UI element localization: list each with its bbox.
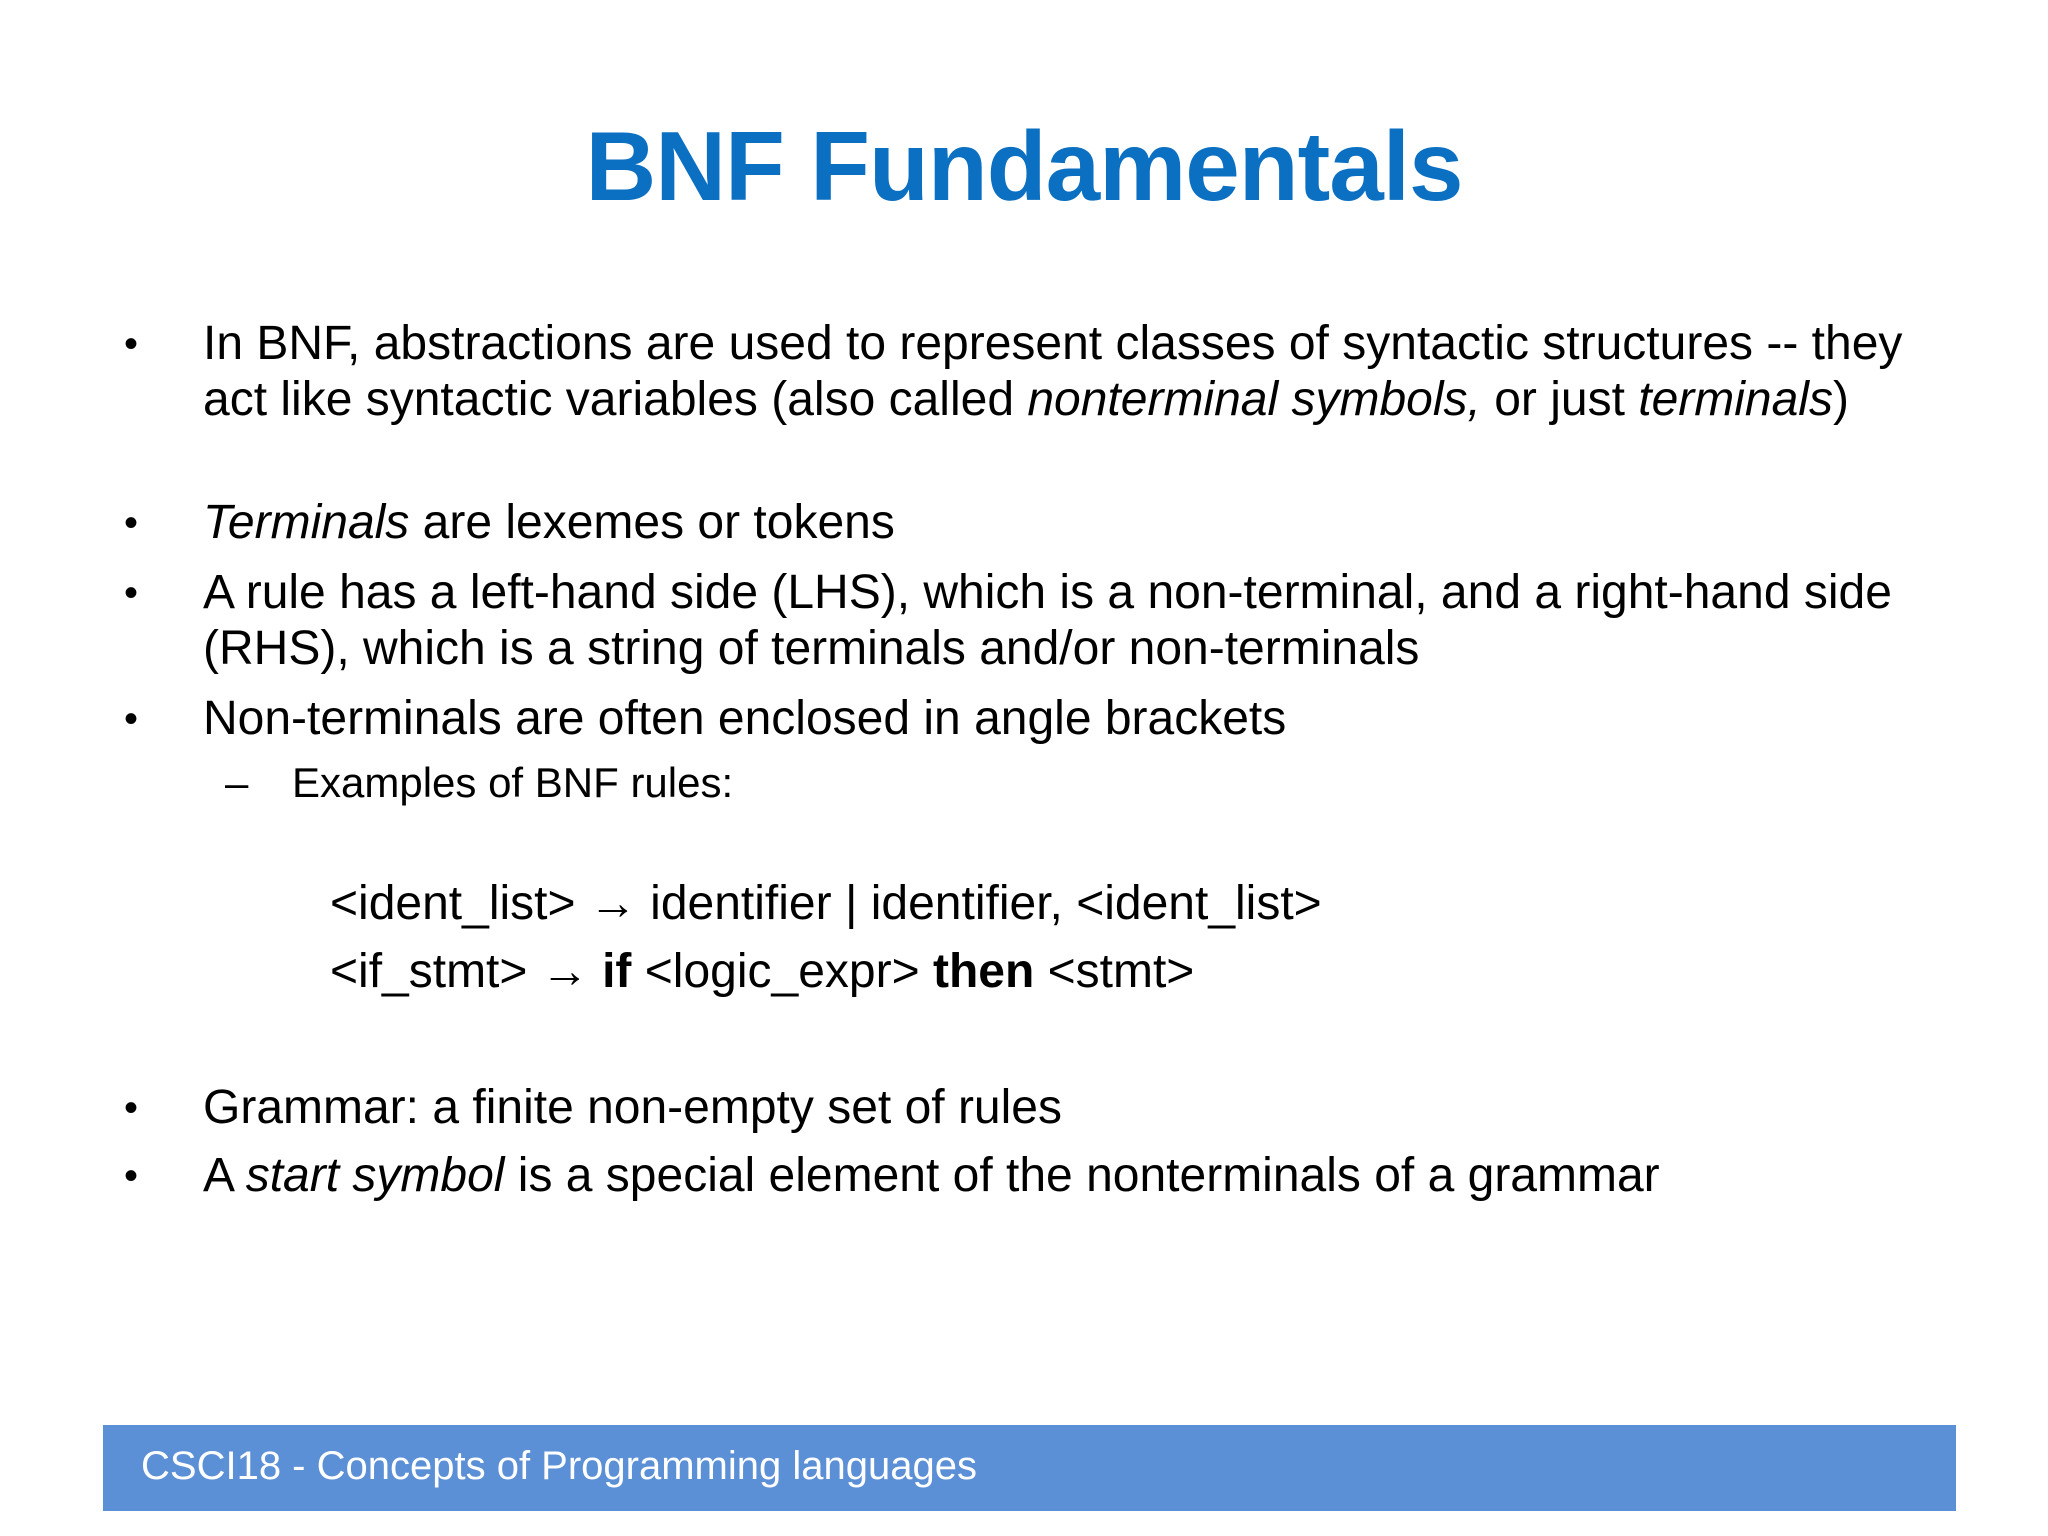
bullet-text (203, 495, 1953, 551)
bnf-rule-part: <stmt> (1034, 945, 1195, 998)
bullet-item (0, 1080, 2048, 1136)
bullet-text-italic: start symbol (245, 1149, 505, 1202)
bullet-text: A rule has a left-hand side (LHS), which is a non-terminal, and a right-hand side (RHS), which is a string of terminals and/or non-terminals (203, 566, 1892, 675)
bnf-keyword: if (602, 945, 632, 998)
bullet-text: Grammar: a finite non-empty set of rules (203, 1081, 1062, 1134)
bnf-rule-part: <logic_expr> (631, 945, 933, 998)
slide-title: BNF Fundamentals (585, 111, 1463, 221)
sub-bullet-text: Examples of BNF rules: (292, 759, 734, 806)
bnf-keyword: then (932, 945, 1035, 998)
bnf-rule-part: <if_stmt> → (330, 945, 603, 998)
sub-bullet-marker: – (225, 759, 249, 806)
bullet-text-part: is a special element of the nonterminals of a grammar (504, 1149, 1660, 1202)
bullet-marker: • (124, 697, 139, 741)
footer-bar (103, 1425, 1956, 1511)
bullet-marker: • (124, 322, 139, 366)
bullet-text-part: are lexemes or tokens (409, 496, 895, 549)
bullet-text-part: A (203, 1149, 246, 1202)
bullet-marker: • (124, 501, 139, 545)
bullet-item (0, 691, 2048, 747)
bullet-text-italic: nonterminal symbols, (1027, 373, 1481, 426)
sub-bullet-item (0, 758, 2048, 808)
bullet-marker: • (124, 1086, 139, 1130)
bnf-rule (330, 944, 1194, 1000)
bullet-text: Non-terminals are often enclosed in angle brackets (203, 692, 1287, 745)
bullet-text-italic: terminals (1638, 373, 1833, 426)
bullet-marker: • (124, 571, 139, 615)
bullet-item (0, 565, 2048, 677)
bullet-marker: • (124, 1154, 139, 1198)
footer-course-label: CSCI18 - Concepts of Programming languages (141, 1444, 977, 1488)
bullet-text-part: In BNF, abstractions are used to represent classes of syntactic structures -- they act like syntactic variables (also called (203, 317, 1903, 426)
bullet-text (203, 1148, 1953, 1204)
bullet-text-part: or just (1480, 373, 1639, 426)
bullet-text-italic: Terminals (203, 496, 410, 549)
bullet-item (0, 316, 2048, 484)
bullet-text-part: ) (1832, 373, 1849, 426)
bullet-item (0, 1148, 2048, 1204)
bullet-text (203, 316, 1953, 428)
bnf-rule: <ident_list> → identifier | identifier, <ident_list> (330, 877, 1322, 930)
bullet-item (0, 495, 2048, 551)
